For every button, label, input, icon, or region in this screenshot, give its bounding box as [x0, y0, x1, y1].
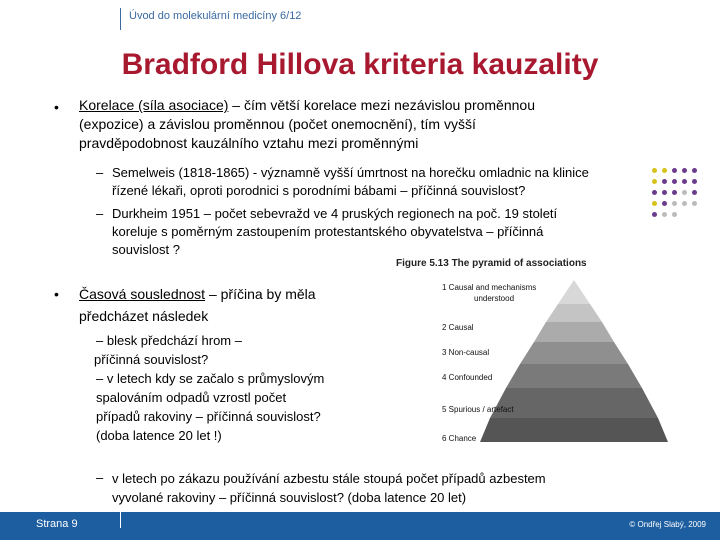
footer-bar [0, 512, 720, 540]
sub-dash: – [96, 165, 104, 180]
sub-text: souvislost ? [112, 242, 180, 257]
pyramid-label: 5 Spurious / artefact [442, 405, 514, 414]
pyramid-tier-2 [546, 304, 602, 322]
sub-text: řízené lékaři, oproti porodnici s porodními bábami – příčinná souvislost? [112, 183, 526, 198]
pyramid-label: 1 Causal and mechanisms [442, 283, 537, 292]
sub-blesk [96, 331, 396, 445]
pyramid-tiers [480, 280, 668, 442]
bullet-korelace [79, 96, 639, 153]
figure-caption: Figure 5.13 The pyramid of associations [396, 258, 587, 269]
sub-text: příčinná souvislost? [94, 352, 209, 367]
pyramid-tier-5 [506, 364, 642, 388]
sub-text: (doba latence 20 let !) [96, 428, 222, 443]
pyramid-label: 3 Non-causal [442, 348, 490, 357]
sub-text: vyvolané rakoviny – příčinná souvislost? (doba latence 20 let) [112, 490, 467, 505]
sub-text: Durkheim 1951 – počet sebevražd ve 4 pruských regionech na poč. 19 století [112, 206, 558, 221]
bullet-text: předcházet následek [79, 308, 209, 324]
sub-text: v letech po zákazu používání azbestu stále stoupá počet případů azbestem [112, 471, 546, 486]
page-number: Strana 9 [36, 518, 78, 530]
pyramid-tier-3 [534, 322, 614, 342]
sub-text: případů rakoviny – příčinná souvislost? [96, 409, 321, 424]
sub-text: spalováním odpadů vzrostl počet [96, 390, 287, 405]
bullet-lead: Časová souslednost [79, 286, 206, 302]
bullet-marker: • [54, 286, 59, 302]
sub-text: – blesk předchází hrom – [96, 333, 242, 348]
sub-text: – v letech kdy se začalo s průmyslovým [96, 371, 325, 386]
pyramid-tier-1 [558, 280, 590, 304]
bullet-lead: Korelace (síla asociace) [79, 97, 229, 113]
sub-azbest [112, 469, 702, 507]
pyramid-tier-7 [480, 418, 668, 442]
pyramid-figure [396, 252, 680, 452]
pyramid-label: 4 Confounded [442, 373, 493, 382]
pyramid-label: understood [474, 294, 515, 303]
sub-semelweis [112, 164, 702, 200]
copyright: © Ondřej Slabý, 2009 [629, 520, 706, 529]
pyramid-tier-4 [520, 342, 628, 364]
slide-title: Bradford Hillova kriteria kauzality [121, 48, 599, 81]
header-divider [120, 8, 121, 30]
pyramid-label: 6 Chance [442, 434, 477, 443]
sub-text: Semelweis (1818-1865) - významně vyšší úmrtnost na horečku omladnic na klinice [112, 165, 589, 180]
bullet-casova [79, 283, 379, 327]
footer-divider [120, 508, 121, 528]
pyramid-tier-6 [490, 388, 658, 418]
bullet-text: pravděpodobnost kauzálního vztahu mezi proměnnými [79, 135, 419, 151]
sub-text: koreluje s poměrným zastoupením protestantského obyvatelstva – příčinná [112, 224, 544, 239]
bullet-text: – čím větší korelace mezi nezávislou proměnnou [228, 97, 535, 113]
bullet-text: – příčina by měla [205, 286, 316, 302]
sub-dash: – [96, 470, 104, 485]
pyramid-label: 2 Causal [442, 323, 474, 332]
sub-dash: – [96, 206, 104, 221]
bullet-marker: • [54, 99, 59, 115]
course-header: Úvod do molekulární medicíny 6/12 [129, 10, 302, 22]
bullet-text: (expozice) a závislou proměnnou (počet onemocnění), tím vyšší [79, 116, 476, 132]
sub-durkheim [112, 205, 702, 259]
